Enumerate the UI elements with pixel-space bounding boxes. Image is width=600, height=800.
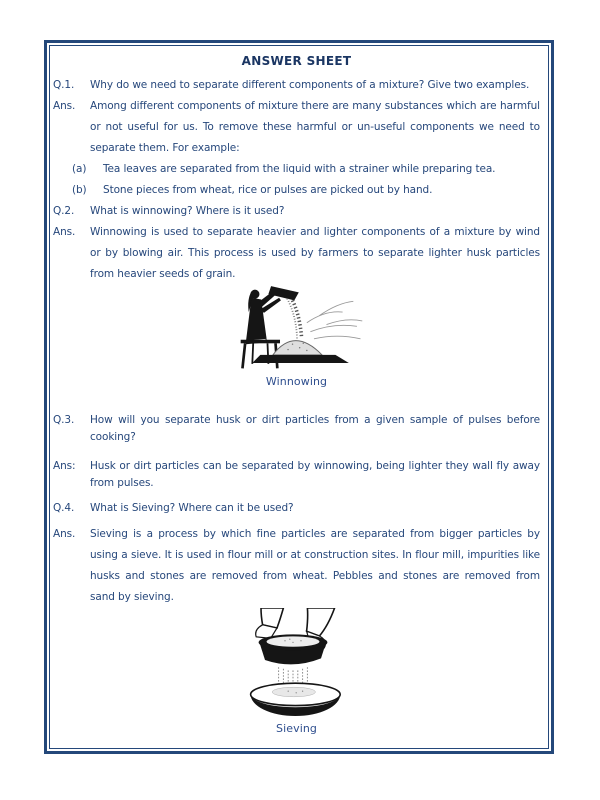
question-2-row xyxy=(53,201,540,222)
question-3-label: Q.3. xyxy=(53,414,75,426)
answer-4-label: Ans. xyxy=(53,528,76,540)
question-4-label: Q.4. xyxy=(53,502,75,514)
answer-1-example-a-row xyxy=(53,159,540,180)
question-1-text: Why do we need to separate different components of a mixture? Give two examples. xyxy=(90,79,530,91)
sieve xyxy=(258,634,327,664)
example-b-label: (b) xyxy=(72,184,87,196)
winnowing-caption: Winnowing xyxy=(265,375,328,388)
falling-grain xyxy=(287,299,301,337)
answer-3-text: Husk or dirt particles can be separated by winnowing, being lighter they wall fly away from pulses. xyxy=(90,460,540,489)
grain-heap xyxy=(272,337,321,355)
answer-2-text: Winnowing is used to separate heavier and lighter components of a mixture by wind or by blowing air. This process is used by farmers to separate lighter husk particles from heavier seeds of grain. xyxy=(90,226,540,280)
woman-figure xyxy=(246,290,281,345)
page-border-inner xyxy=(49,45,549,749)
question-1-label: Q.1. xyxy=(53,79,75,91)
answer-1-example-b-row xyxy=(53,180,540,201)
question-2-text: What is winnowing? Where is it used? xyxy=(90,205,285,217)
question-3-text: How will you separate husk or dirt particles from a given sample of pulses before cooking? xyxy=(90,414,540,443)
question-4-text: What is Sieving? Where can it be used? xyxy=(90,502,294,514)
answer-2-row xyxy=(53,222,540,285)
sieving-illustration xyxy=(213,608,381,720)
answer-3-label: Ans: xyxy=(53,460,76,472)
example-a-text: Tea leaves are separated from the liquid with a strainer while preparing tea. xyxy=(103,163,496,175)
sieving-figure xyxy=(53,608,540,735)
answer-4-text: Sieving is a process by which fine particles are separated from bigger particles by using a sieve. It is used in flour mill or at construction sites. In flour mill, impurities like husks and stones are removed from wheat. Pebbles and stones are removed from sand by sieving. xyxy=(90,528,540,603)
question-3-row xyxy=(53,412,540,446)
page-border xyxy=(44,40,554,754)
blowing-chaff xyxy=(306,301,361,339)
winnowing-basket xyxy=(268,286,298,300)
plate xyxy=(250,683,340,716)
answer-1-label: Ans. xyxy=(53,100,76,112)
winnowing-illustration xyxy=(221,285,373,373)
ground-mat xyxy=(252,355,349,363)
answer-1-row xyxy=(53,96,540,159)
answer-3-row xyxy=(53,458,540,492)
question-1-row xyxy=(53,75,540,96)
question-2-label: Q.2. xyxy=(53,205,75,217)
example-a-label: (a) xyxy=(72,163,87,175)
sieving-caption: Sieving xyxy=(275,722,318,735)
answer-4-row xyxy=(53,524,540,608)
winnowing-figure xyxy=(53,285,540,388)
answer-2-label: Ans. xyxy=(53,226,76,238)
question-4-row xyxy=(53,500,540,517)
page-title: ANSWER SHEET xyxy=(241,54,352,68)
example-b-text: Stone pieces from wheat, rice or pulses are picked out by hand. xyxy=(103,184,433,196)
answer-1-text: Among different components of mixture there are many substances which are harmful or not useful for us. To remove these harmful or un-useful components we need to separate them. For example: xyxy=(90,100,540,154)
